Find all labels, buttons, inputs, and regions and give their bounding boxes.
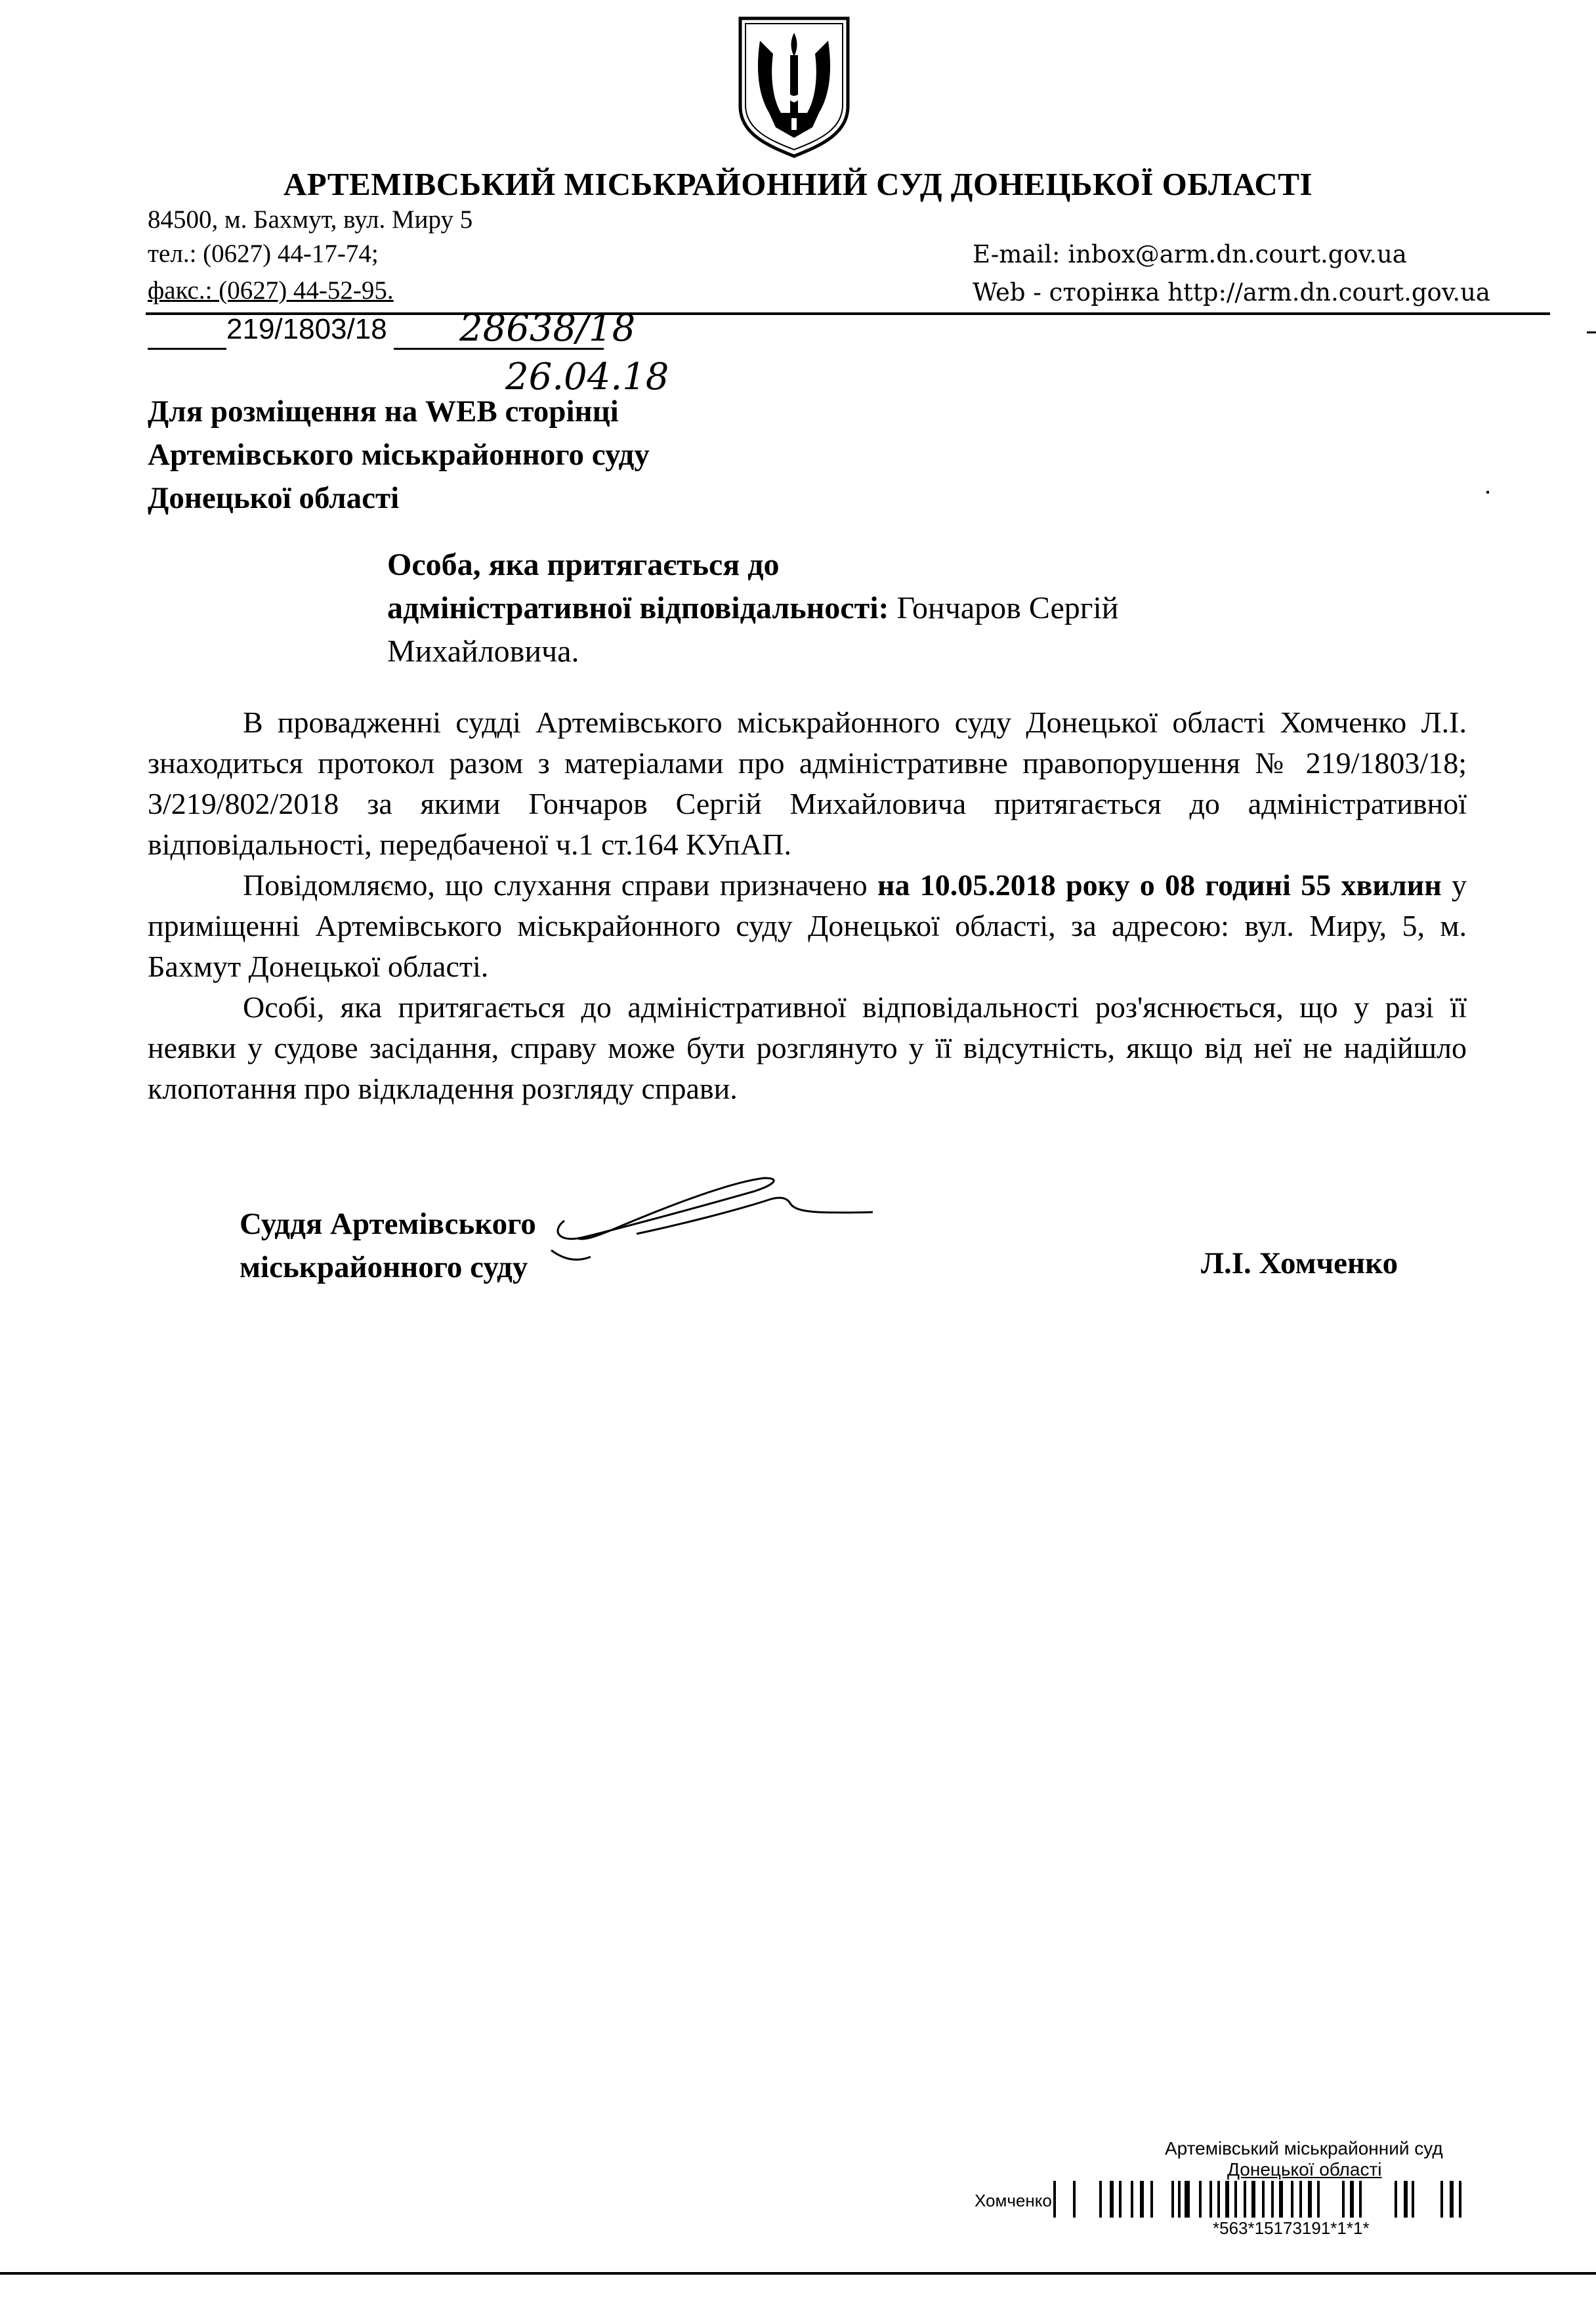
person-label-line: Особа, яка притягається до bbox=[387, 547, 780, 582]
person-label-line: адміністративної відповідальності: bbox=[387, 591, 889, 625]
handwritten-signature-icon bbox=[538, 1158, 879, 1290]
person-block bbox=[387, 543, 1118, 673]
addressee-line: Артемівського міськрайонного суду bbox=[148, 438, 650, 472]
judge-title bbox=[240, 1202, 536, 1289]
stamp-author: Хомченко bbox=[975, 2191, 1052, 2210]
court-email: E-mail: inbox@arm.dn.court.gov.ua bbox=[973, 240, 1407, 268]
number-underline-left bbox=[148, 348, 226, 350]
court-phone: тел.: (0627) 44-17-74; bbox=[148, 240, 379, 268]
stamp-region: Донецької області bbox=[1227, 2159, 1382, 2180]
hearing-datetime: на 10.05.2018 року о 08 годині 55 хвилин bbox=[877, 868, 1442, 902]
addressee-line: Донецької області bbox=[148, 481, 400, 515]
court-website: Web - сторінка http://arm.dn.court.gov.ua bbox=[973, 278, 1490, 306]
paragraph-hearing bbox=[148, 865, 1467, 987]
barcode-number: *563*15173191*1*1* bbox=[1213, 2218, 1370, 2238]
person-name-cont: Михайловича. bbox=[387, 634, 579, 669]
court-fax: факс.: (0627) 44-52-95. bbox=[148, 276, 394, 305]
hearing-text: Повідомляємо, що слухання справи призначено bbox=[243, 868, 877, 902]
handwritten-date: 26.04.18 bbox=[505, 356, 669, 398]
registration-barcode bbox=[1053, 2181, 1578, 2218]
hearing-location: у приміщенні Артемівського міськрайонного суду Донецької області, за адресою: вул. Миру, 5, м. Бахмут Донецької області. bbox=[148, 868, 1467, 983]
judge-title-line: міськрайонного суду bbox=[240, 1250, 528, 1284]
outgoing-number: 219/1803/18 bbox=[226, 313, 387, 345]
paragraph-proceedings: В провадженні судді Артемівського міськрайонного суду Донецької області Хомченко Л.І. знаходиться протокол разом з матеріалами про адміністративне правопорушення № 219/1803/18; 3/219/802/2018 за якими Гончаров Сергій Михайловича притягається до адміністративної відповідальності, передбаченої ч.1 ст.164 КУпАП. bbox=[148, 706, 1467, 861]
addressee-block bbox=[148, 390, 650, 520]
court-title: АРТЕМІВСЬКИЙ МІСЬКРАЙОННИЙ СУД ДОНЕЦЬКОЇ ОБЛАСТІ bbox=[283, 166, 1313, 202]
judge-name: Л.І. Хомченко bbox=[1201, 1246, 1398, 1280]
ukraine-trident-emblem-icon bbox=[735, 14, 853, 159]
court-address: 84500, м. Бахмут, вул. Миру 5 bbox=[148, 205, 473, 234]
handwritten-registration-number: 28638/18 bbox=[459, 307, 636, 350]
scan-bottom-edge bbox=[0, 2272, 1596, 2275]
addressee-line: Для розміщення на WEB сторінці bbox=[148, 394, 619, 429]
person-name: Гончаров Сергій bbox=[889, 591, 1119, 625]
scan-edge-mark bbox=[1587, 331, 1596, 333]
stamp-court-name: Артемівський міськрайонний суд bbox=[1165, 2138, 1443, 2159]
paragraph-notice: Особі, яка притягається до адміністративної відповідальності роз'яснюється, що у разі її неявки у судове засідання, справу може бути розглянуто у її відсутність, якщо від неї не надійшло клопотання про відкладення розгляду справи. bbox=[148, 990, 1467, 1105]
letter-body bbox=[148, 702, 1467, 1109]
judge-title-line: Суддя Артемівського bbox=[240, 1207, 536, 1241]
scan-dot bbox=[1486, 491, 1489, 494]
